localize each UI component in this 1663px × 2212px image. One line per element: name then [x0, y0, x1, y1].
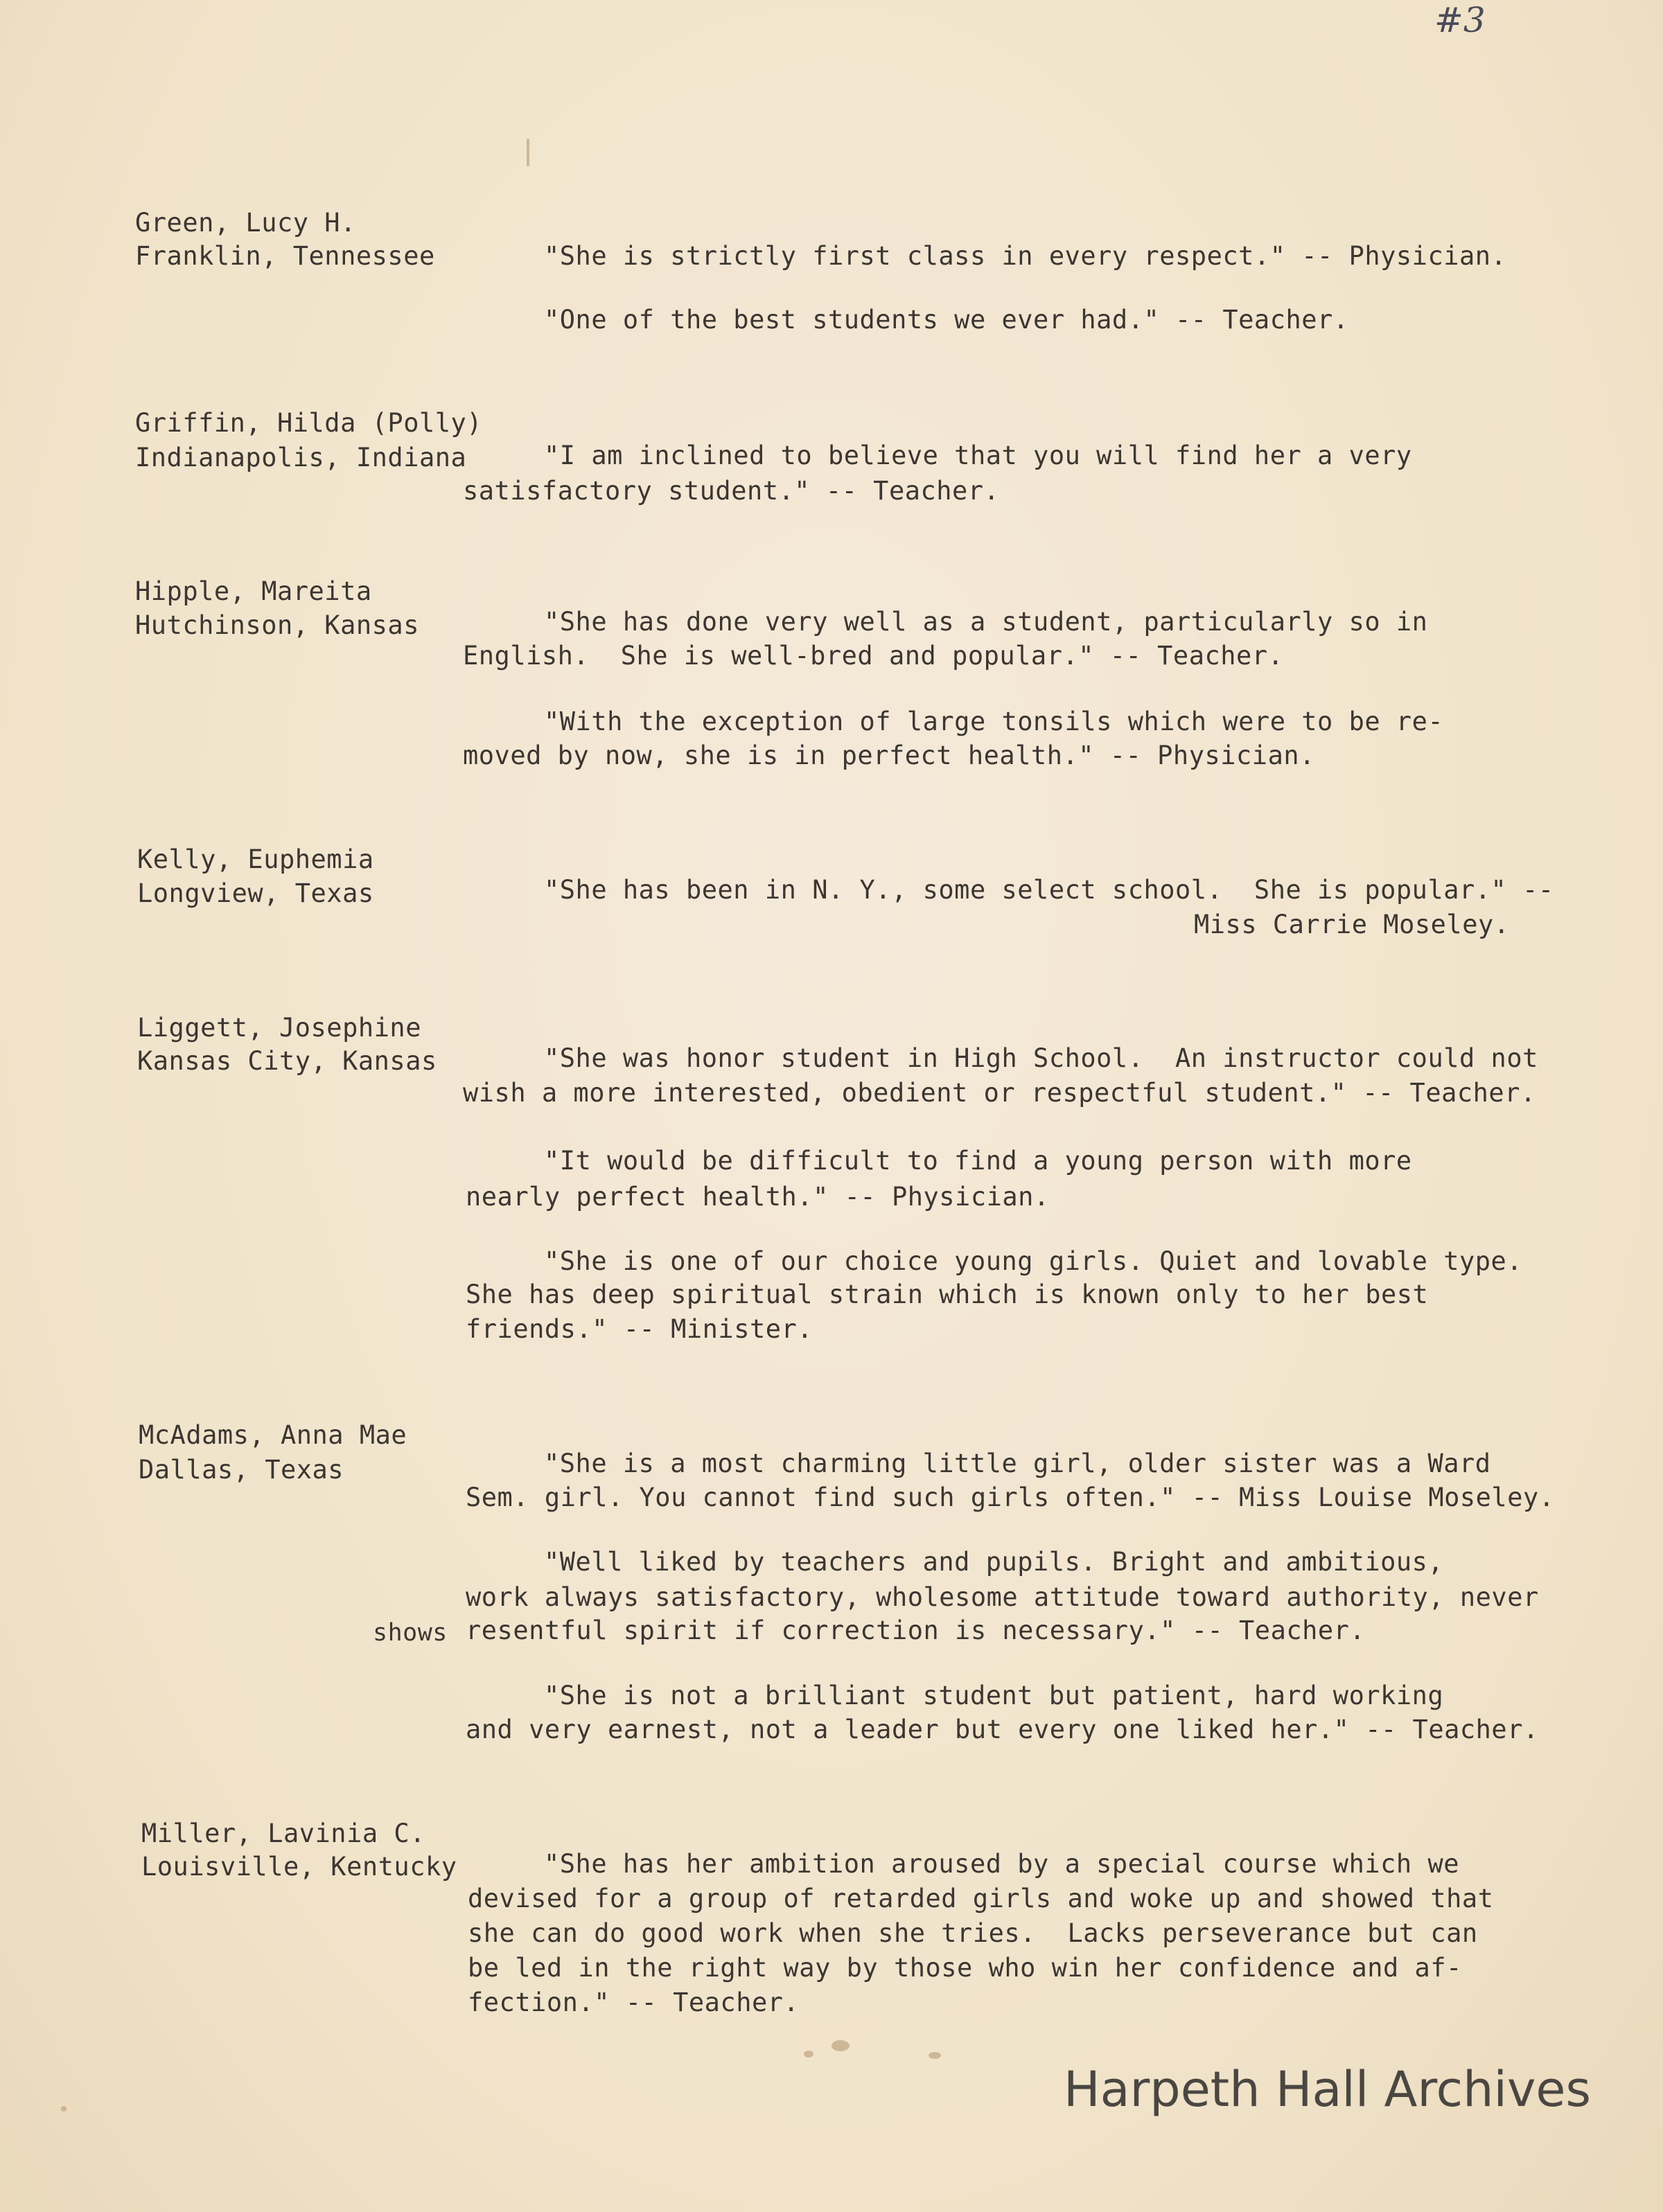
paper-stain [527, 139, 529, 166]
quote-line: and very earnest, not a leader but every one liked her." -- Teacher. [466, 1715, 1539, 1744]
quote-line: she can do good work when she tries. Lacks perseverance but can [468, 1918, 1478, 1948]
quote-line: "She has been in N. Y., some select school. She is popular." -- [544, 875, 1554, 905]
margin-note: shows [373, 1619, 448, 1647]
quote-line: devised for a group of retarded girls and woke up and showed that [468, 1884, 1494, 1913]
quote-line: nearly perfect health." -- Physician. [466, 1182, 1050, 1212]
quote-line: "It would be difficult to find a young person with more [544, 1146, 1412, 1176]
quote-line: English. She is well-bred and popular." -- Teacher. [463, 641, 1284, 671]
quote-line: moved by now, she is in perfect health." -- Physician. [463, 741, 1315, 770]
entry-name: McAdams, Anna Mae [139, 1420, 407, 1450]
entry-location: Indianapolis, Indiana [135, 443, 467, 472]
paper-stain [804, 2051, 813, 2058]
entry-location: Hutchinson, Kansas [135, 610, 419, 640]
quote-line: "I am inclined to believe that you will find her a very [544, 441, 1412, 470]
quote-line: friends." -- Minister. [466, 1314, 813, 1344]
quote-line: "She is one of our choice young girls. Quiet and lovable type. [544, 1246, 1523, 1276]
entry-location: Louisville, Kentucky [141, 1852, 457, 1882]
quote-line: "Well liked by teachers and pupils. Bright and ambitious, [544, 1547, 1444, 1577]
quote-line: Sem. girl. You cannot find such girls often." -- Miss Louise Moseley. [466, 1483, 1555, 1512]
paper-stain [61, 2106, 67, 2112]
quote-line: "She is not a brilliant student but patient, hard working [544, 1681, 1444, 1710]
entry-location: Franklin, Tennessee [135, 241, 435, 271]
entry-name: Green, Lucy H. [135, 208, 356, 238]
quote-line: She has deep spiritual strain which is known only to her best [466, 1280, 1429, 1309]
quote-line: fection." -- Teacher. [468, 1988, 800, 2017]
entry-name: Kelly, Euphemia [137, 844, 374, 874]
entry-location: Dallas, Texas [139, 1455, 344, 1485]
quote-line: work always satisfactory, wholesome attitude toward authority, never [466, 1582, 1539, 1612]
quote-line: satisfactory student." -- Teacher. [463, 476, 1000, 506]
quote-line: wish a more interested, obedient or respectful student." -- Teacher. [463, 1078, 1536, 1108]
page-number: #3 [1434, 0, 1486, 40]
quote-line: "She is a most charming little girl, older sister was a Ward [544, 1449, 1491, 1478]
paper-stain [832, 2040, 850, 2051]
quote-line: "She is strictly first class in every respect." -- Physician. [544, 241, 1507, 271]
quote-line: "She has her ambition aroused by a special course which we [544, 1849, 1460, 1879]
paper-stain [929, 2052, 941, 2059]
quote-line: "With the exception of large tonsils which were to be re- [544, 707, 1444, 736]
entry-name: Hipple, Mareita [135, 576, 372, 606]
entry-name: Liggett, Josephine [137, 1013, 421, 1043]
archive-watermark: Harpeth Hall Archives [1064, 2061, 1591, 2118]
quote-line: Miss Carrie Moseley. [1194, 910, 1510, 939]
entry-location: Kansas City, Kansas [137, 1046, 437, 1076]
quote-line: resentful spirit if correction is necessary." -- Teacher. [466, 1616, 1366, 1645]
quote-line: be led in the right way by those who win her confidence and af- [468, 1953, 1462, 1983]
quote-line: "One of the best students we ever had." -- Teacher. [544, 305, 1349, 335]
quote-line: "She was honor student in High School. An instructor could not [544, 1043, 1538, 1073]
entry-name: Griffin, Hilda (Polly) [135, 408, 483, 438]
entry-name: Miller, Lavinia C. [141, 1819, 425, 1848]
quote-line: "She has done very well as a student, particularly so in [544, 607, 1428, 637]
entry-location: Longview, Texas [137, 878, 374, 908]
